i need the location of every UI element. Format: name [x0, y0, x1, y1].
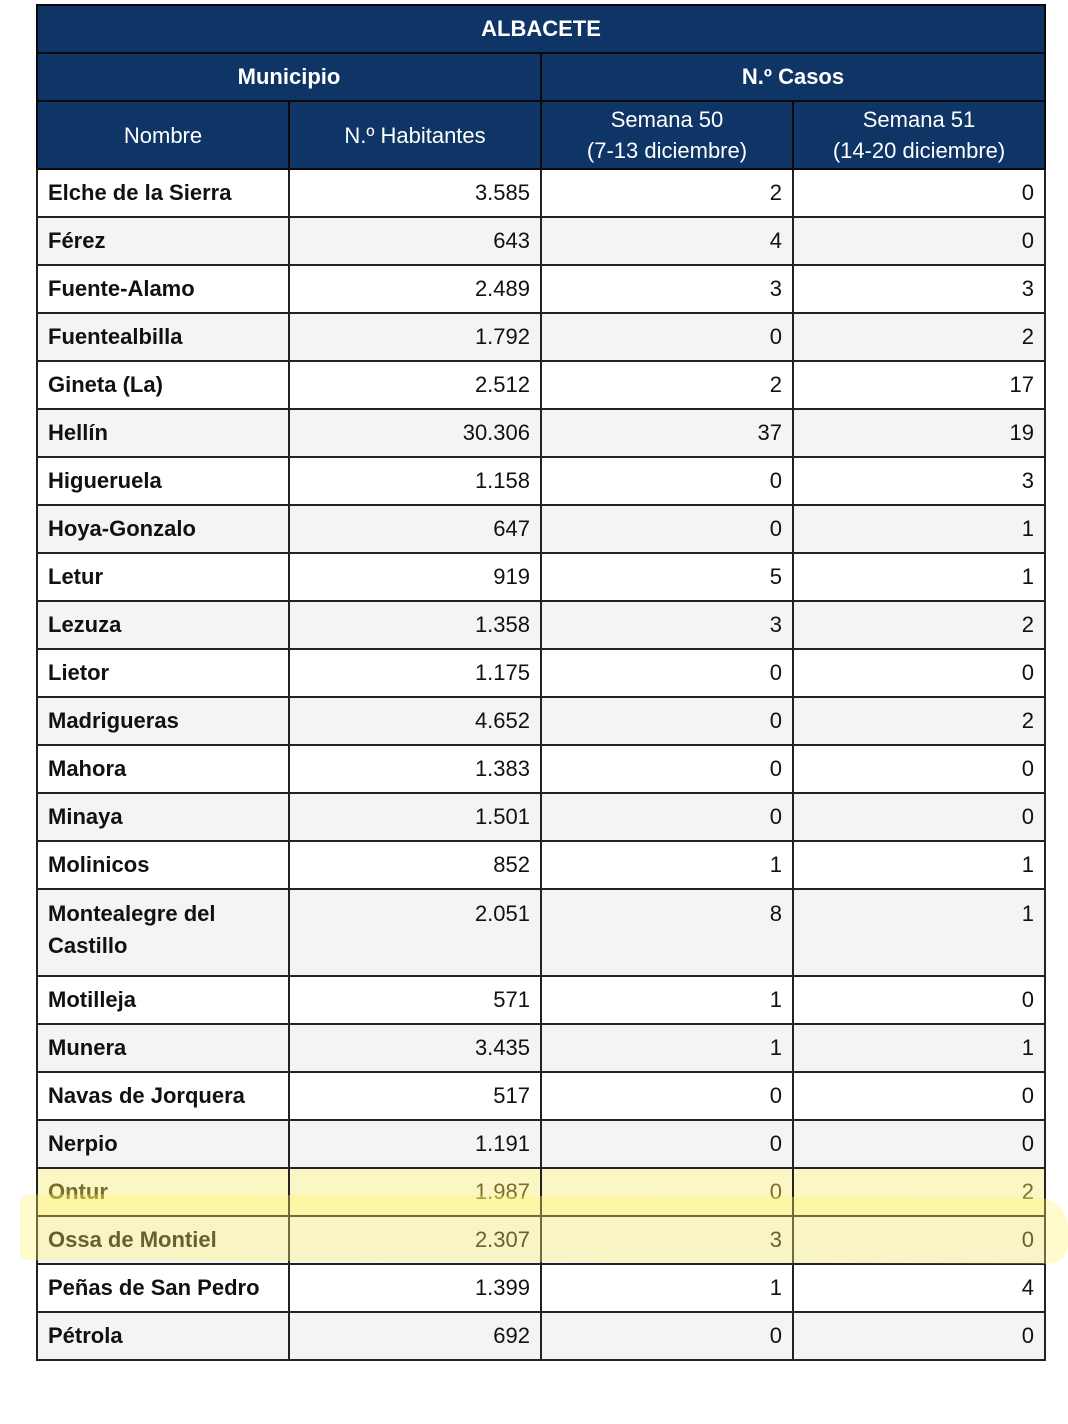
- cell-habitantes: 1.158: [289, 457, 541, 505]
- cell-nombre: Madrigueras: [37, 697, 289, 745]
- table-row: [37, 553, 1045, 601]
- cell-habitantes: 30.306: [289, 409, 541, 457]
- cell-habitantes: 643: [289, 217, 541, 265]
- cell-semana51: 1: [793, 841, 1045, 889]
- cell-semana50: 0: [541, 505, 793, 553]
- column-header-semana51: [793, 101, 1045, 169]
- title-row: [37, 5, 1045, 53]
- cell-habitantes: 1.399: [289, 1264, 541, 1312]
- table-row: [37, 1120, 1045, 1168]
- semana51-label: Semana 51: [862, 107, 976, 132]
- cell-semana50: 0: [541, 1120, 793, 1168]
- cell-semana50: 0: [541, 313, 793, 361]
- cases-table: [36, 4, 1046, 1361]
- column-header-nombre: Nombre: [37, 101, 289, 169]
- cell-habitantes: 3.585: [289, 169, 541, 217]
- table-row: [37, 601, 1045, 649]
- cell-nombre: Mahora: [37, 745, 289, 793]
- cell-habitantes: 517: [289, 1072, 541, 1120]
- table-row: [37, 169, 1045, 217]
- cell-semana51: 0: [793, 976, 1045, 1024]
- cell-habitantes: 1.358: [289, 601, 541, 649]
- cell-semana50: 2: [541, 361, 793, 409]
- cell-semana51: 1: [793, 505, 1045, 553]
- table-row: [37, 505, 1045, 553]
- table-row: [37, 1072, 1045, 1120]
- cell-semana50: 0: [541, 745, 793, 793]
- cell-semana51: 0: [793, 217, 1045, 265]
- cell-semana51: 2: [793, 1168, 1045, 1216]
- cell-nombre: Letur: [37, 553, 289, 601]
- cell-nombre: Navas de Jorquera: [37, 1072, 289, 1120]
- cell-semana51: 17: [793, 361, 1045, 409]
- cell-habitantes: 692: [289, 1312, 541, 1360]
- cell-semana51: 0: [793, 1312, 1045, 1360]
- group-header-casos: N.º Casos: [541, 53, 1045, 101]
- cell-semana51: 2: [793, 697, 1045, 745]
- cell-semana51: 19: [793, 409, 1045, 457]
- cell-nombre: Munera: [37, 1024, 289, 1072]
- cell-nombre: Minaya: [37, 793, 289, 841]
- cell-nombre: Hoya-Gonzalo: [37, 505, 289, 553]
- table-row: [37, 217, 1045, 265]
- cell-nombre: Peñas de San Pedro: [37, 1264, 289, 1312]
- cell-nombre: Lietor: [37, 649, 289, 697]
- table-row-highlighted: [37, 1168, 1045, 1216]
- cell-habitantes: 2.512: [289, 361, 541, 409]
- cell-semana51: 0: [793, 1072, 1045, 1120]
- cell-semana50: 3: [541, 265, 793, 313]
- cell-nombre: Elche de la Sierra: [37, 169, 289, 217]
- cell-semana51: 2: [793, 313, 1045, 361]
- cell-nombre: Gineta (La): [37, 361, 289, 409]
- table-row: [37, 1024, 1045, 1072]
- cell-semana51: 3: [793, 457, 1045, 505]
- cell-nombre: [37, 889, 289, 976]
- cell-nombre-line1: Montealegre del: [48, 901, 216, 926]
- cell-nombre: Higueruela: [37, 457, 289, 505]
- cell-habitantes: 1.191: [289, 1120, 541, 1168]
- cell-semana50: 0: [541, 697, 793, 745]
- cell-habitantes: 3.435: [289, 1024, 541, 1072]
- semana50-range: (7-13 diciembre): [586, 138, 748, 163]
- cell-semana50: 0: [541, 457, 793, 505]
- cell-habitantes: 1.792: [289, 313, 541, 361]
- table-row: [37, 793, 1045, 841]
- cell-habitantes: 1.501: [289, 793, 541, 841]
- cell-semana50: 0: [541, 793, 793, 841]
- cell-semana51: 1: [793, 553, 1045, 601]
- cell-semana50: 0: [541, 1312, 793, 1360]
- table-row: [37, 265, 1045, 313]
- cell-semana50: 3: [541, 601, 793, 649]
- cell-semana50: 8: [541, 889, 793, 976]
- cell-semana50: 5: [541, 553, 793, 601]
- table-row: [37, 1216, 1045, 1264]
- cell-nombre: Fuentealbilla: [37, 313, 289, 361]
- table-row: [37, 313, 1045, 361]
- cell-semana51: 0: [793, 793, 1045, 841]
- cell-semana50: 0: [541, 649, 793, 697]
- cell-nombre-line2: Castillo: [48, 933, 128, 958]
- cell-semana51: 0: [793, 1120, 1045, 1168]
- table-row: [37, 889, 1045, 976]
- cell-semana50: 3: [541, 1216, 793, 1264]
- cell-semana50: 2: [541, 169, 793, 217]
- cell-nombre: Motilleja: [37, 976, 289, 1024]
- cell-habitantes: 2.307: [289, 1216, 541, 1264]
- column-header-semana50: [541, 101, 793, 169]
- cell-semana50: 1: [541, 976, 793, 1024]
- cell-semana50: 1: [541, 841, 793, 889]
- cell-semana50: 4: [541, 217, 793, 265]
- cell-semana50: 1: [541, 1024, 793, 1072]
- cell-semana51: 2: [793, 601, 1045, 649]
- cases-table-sheet: [36, 4, 1046, 1361]
- cell-nombre: Molinicos: [37, 841, 289, 889]
- cell-habitantes: 571: [289, 976, 541, 1024]
- cell-nombre: Hellín: [37, 409, 289, 457]
- table-row: [37, 1312, 1045, 1360]
- column-header-habitantes: N.º Habitantes: [289, 101, 541, 169]
- cell-semana51: 0: [793, 745, 1045, 793]
- cell-semana51: 3: [793, 265, 1045, 313]
- cell-semana51: 1: [793, 889, 1045, 976]
- table-title: ALBACETE: [37, 5, 1045, 53]
- cell-nombre: Ontur: [37, 1168, 289, 1216]
- cell-nombre: Nerpio: [37, 1120, 289, 1168]
- table-row: [37, 745, 1045, 793]
- cell-semana50: 0: [541, 1168, 793, 1216]
- table-row: [37, 697, 1045, 745]
- semana51-range: (14-20 diciembre): [832, 138, 1006, 163]
- cell-nombre: Pétrola: [37, 1312, 289, 1360]
- table-row: [37, 1264, 1045, 1312]
- table-row: [37, 409, 1045, 457]
- table-row: [37, 649, 1045, 697]
- cell-semana51: 4: [793, 1264, 1045, 1312]
- cell-semana50: 0: [541, 1072, 793, 1120]
- cell-habitantes: 647: [289, 505, 541, 553]
- cell-habitantes: 852: [289, 841, 541, 889]
- semana50-label: Semana 50: [610, 107, 724, 132]
- group-header-municipio: Municipio: [37, 53, 541, 101]
- cell-semana51: 0: [793, 169, 1045, 217]
- cell-semana51: 1: [793, 1024, 1045, 1072]
- cell-semana50: 37: [541, 409, 793, 457]
- cell-habitantes: 1.383: [289, 745, 541, 793]
- group-header-row: [37, 53, 1045, 101]
- cell-nombre: Férez: [37, 217, 289, 265]
- cell-habitantes: 919: [289, 553, 541, 601]
- table-row: [37, 841, 1045, 889]
- table-header: [37, 5, 1045, 169]
- table-row: [37, 457, 1045, 505]
- cell-semana51: 0: [793, 649, 1045, 697]
- column-header-row: [37, 101, 1045, 169]
- cell-nombre: Fuente-Alamo: [37, 265, 289, 313]
- cell-habitantes: 4.652: [289, 697, 541, 745]
- cell-nombre: Ossa de Montiel: [37, 1216, 289, 1264]
- cell-habitantes: 2.051: [289, 889, 541, 976]
- cell-nombre: Lezuza: [37, 601, 289, 649]
- cell-semana51: 0: [793, 1216, 1045, 1264]
- table-row: [37, 361, 1045, 409]
- cell-semana50: 1: [541, 1264, 793, 1312]
- cell-habitantes: 1.987: [289, 1168, 541, 1216]
- table-row: [37, 976, 1045, 1024]
- cell-habitantes: 1.175: [289, 649, 541, 697]
- table-body: [37, 169, 1045, 1360]
- cell-habitantes: 2.489: [289, 265, 541, 313]
